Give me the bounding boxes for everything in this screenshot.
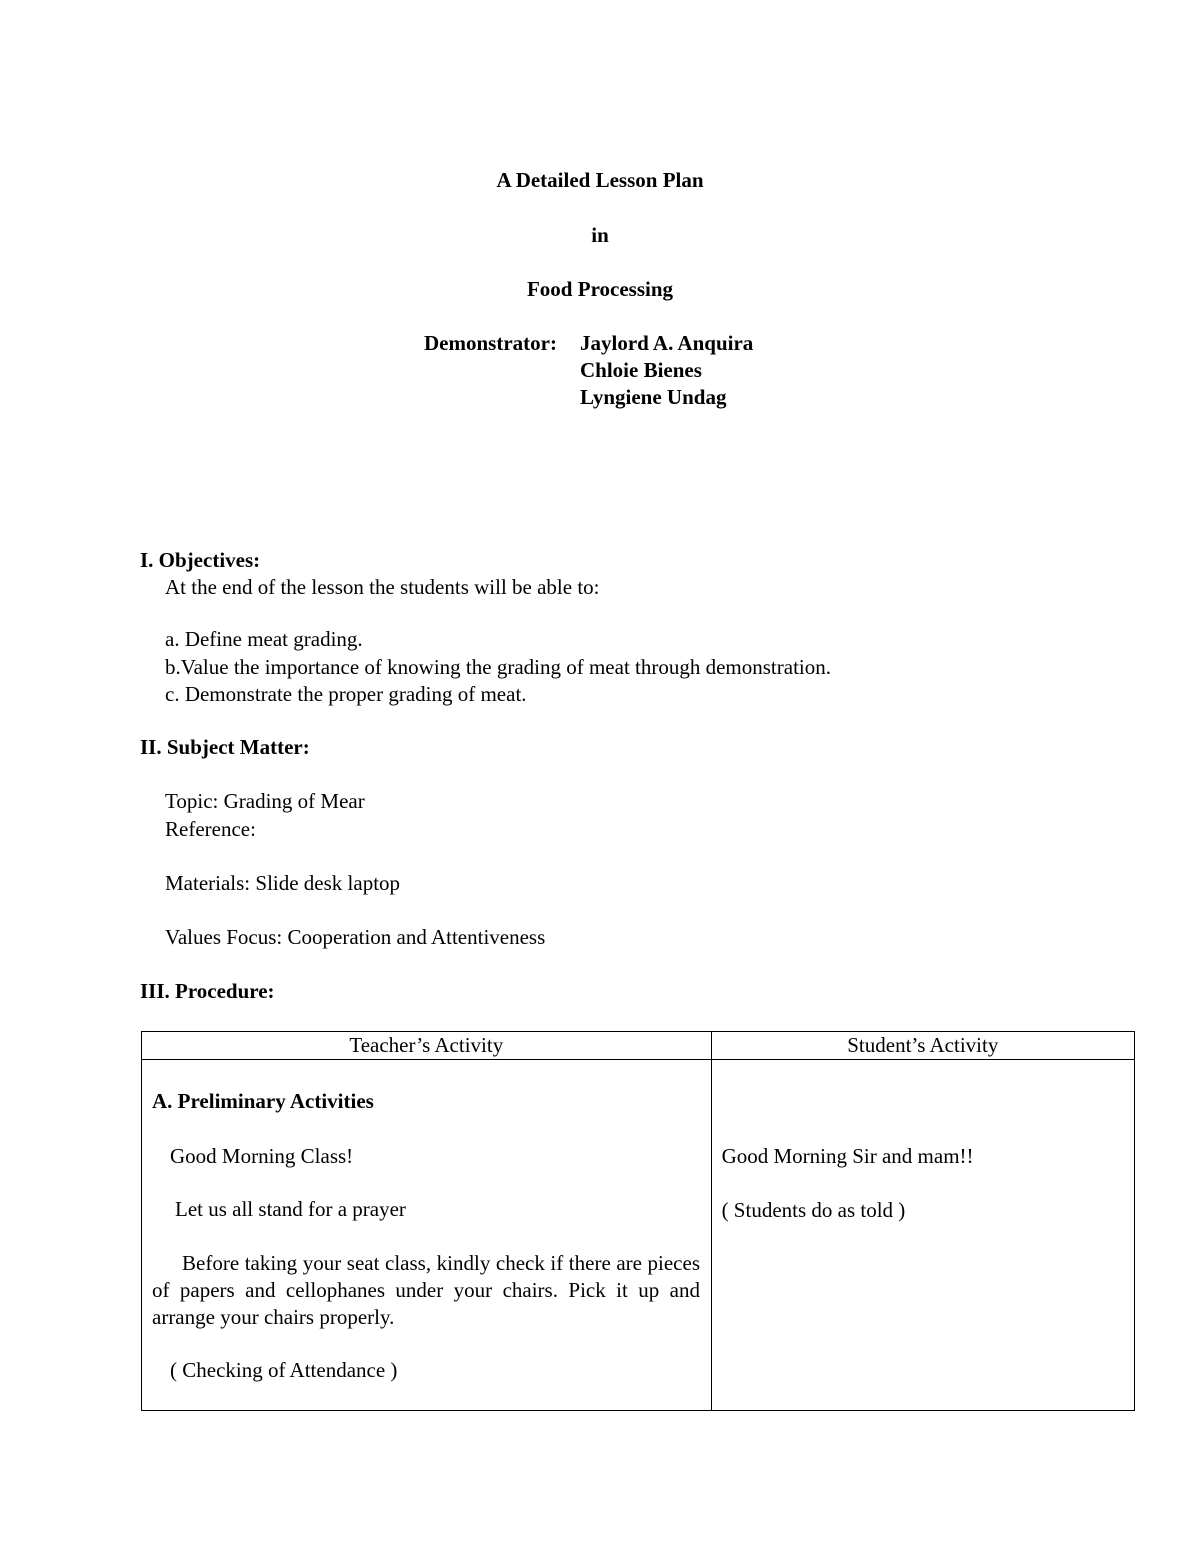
- objectives-heading: I. Objectives:: [140, 548, 261, 572]
- teacher-activity-header: Teacher’s Activity: [142, 1032, 712, 1060]
- demonstrator-name: Chloie Bienes: [580, 358, 702, 382]
- topic-line: Topic: Grading of Mear: [165, 789, 365, 813]
- demonstrator-label: Demonstrator:: [424, 331, 557, 355]
- objective-item: b.Value the importance of knowing the grading of meat through demonstration.: [165, 655, 832, 679]
- procedure-heading: III. Procedure:: [140, 979, 275, 1003]
- objective-item: c. Demonstrate the proper grading of meat.: [165, 682, 527, 706]
- objective-item: a. Define meat grading.: [165, 627, 363, 651]
- document-title: A Detailed Lesson Plan: [496, 168, 704, 192]
- teacher-prayer: Let us all stand for a prayer: [175, 1197, 406, 1221]
- section-title: A. Preliminary Activities: [152, 1089, 374, 1113]
- teacher-instruction: Before taking your seat class, kindly check if there are pieces of papers and cellophanes under your chairs. Pick it up and arrange your chairs properly.: [152, 1251, 700, 1329]
- table-row: [142, 1060, 1135, 1411]
- student-greeting: Good Morning Sir and mam!!: [721, 1144, 974, 1168]
- subject-matter-heading: II. Subject Matter:: [140, 735, 310, 759]
- teacher-greeting: Good Morning Class!: [170, 1144, 354, 1168]
- demonstrator-name: Jaylord A. Anquira: [580, 331, 754, 355]
- student-activity-header: Student’s Activity: [711, 1032, 1134, 1060]
- subject-title: Food Processing: [526, 277, 674, 301]
- demonstrator-name: Lyngiene Undag: [580, 385, 727, 409]
- materials-line: Materials: Slide desk laptop: [165, 871, 401, 895]
- reference-line: Reference:: [165, 817, 256, 841]
- teacher-attendance: ( Checking of Attendance ): [170, 1358, 398, 1382]
- teacher-activity-cell: [142, 1060, 712, 1411]
- title-connector: in: [591, 223, 609, 247]
- demonstrator-names: [580, 330, 753, 411]
- student-activity-cell: [711, 1060, 1134, 1411]
- table-header-row: [142, 1032, 1135, 1060]
- student-response: ( Students do as told ): [721, 1198, 906, 1222]
- values-focus-line: Values Focus: Cooperation and Attentiveness: [165, 925, 546, 949]
- procedure-table: [141, 1031, 1135, 1411]
- objectives-intro: At the end of the lesson the students will be able to:: [165, 575, 600, 599]
